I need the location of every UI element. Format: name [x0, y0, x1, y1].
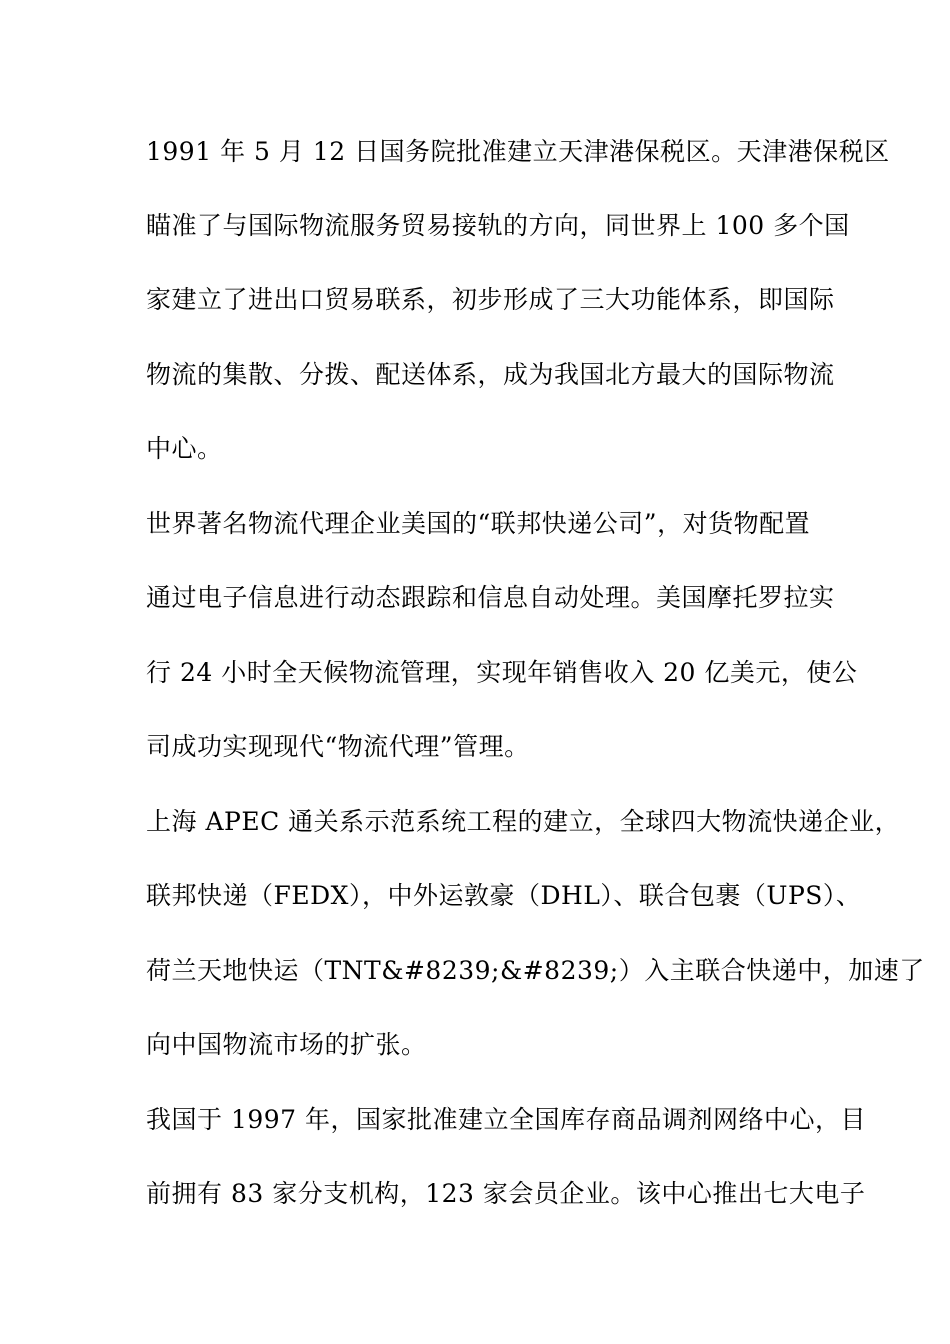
paragraph-line: 通过电子信息进行动态跟踪和信息自动处理。美国摩托罗拉实	[146, 583, 835, 612]
paragraph-line: 家建立了进出口贸易联系，初步形成了三大功能体系，即国际	[146, 285, 835, 314]
paragraph-line: 瞄准了与国际物流服务贸易接轨的方向，同世界上 100 多个国	[146, 211, 850, 240]
paragraph-line: 我国于 1997 年，国家批准建立全国库存商品调剂网络中心，目	[146, 1105, 867, 1134]
paragraph-line: 司成功实现现代“物流代理”管理。	[146, 732, 530, 761]
paragraph-line: 世界著名物流代理企业美国的“联邦快递公司”，对货物配置	[146, 509, 811, 538]
paragraph-line: 行 24 小时全天候物流管理，实现年销售收入 20 亿美元，使公	[146, 658, 858, 687]
paragraph-line: 前拥有 83 家分支机构，123 家会员企业。该中心推出七大电子	[146, 1179, 866, 1208]
paragraph-line: 物流的集散、分拨、配送体系，成为我国北方最大的国际物流	[146, 360, 835, 389]
paragraph-line: 中心。	[146, 434, 223, 463]
paragraph-line: 荷兰天地快运（TNT&#8239;&#8239;）入主联合快递中，加速了	[146, 956, 925, 985]
paragraph-line: 向中国物流市场的扩张。	[146, 1030, 427, 1059]
paragraph-line: 1991 年 5 月 12 日国务院批准建立天津港保税区。天津港保税区	[146, 137, 890, 166]
paragraph-line: 上海 APEC 通关系示范系统工程的建立，全球四大物流快递企业，	[146, 807, 901, 836]
paragraph-line: 联邦快递（FEDX），中外运敦豪（DHL）、联合包裹（UPS）、	[146, 881, 862, 910]
